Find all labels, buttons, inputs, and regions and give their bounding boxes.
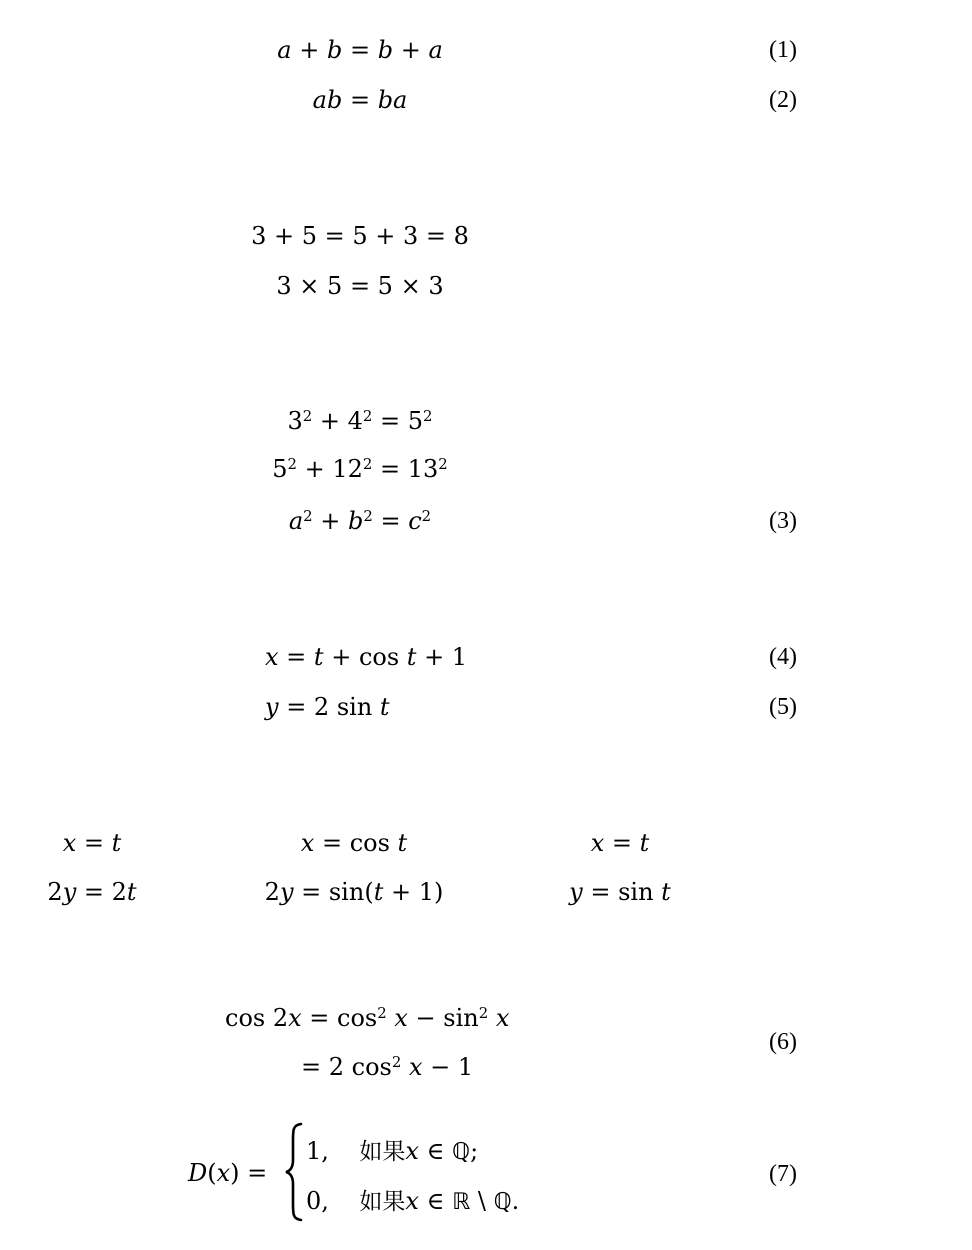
system-2-line-2: 2y = sin(t + 1) [264, 878, 444, 906]
equation-number-6: (6) [769, 1029, 797, 1055]
system-1-line-1: x = t [62, 829, 122, 857]
double-angle-line-1: $\cos 2x = \cos^2 x - \sin^2 x$ [225, 1003, 510, 1032]
system-1-line-2: 2y = 2t [47, 878, 137, 906]
system-3-line-2: y = sin t [569, 878, 671, 906]
equation-4: x = t + cos t + 1 [265, 643, 468, 671]
equation-1: a + b = b + a [277, 36, 443, 64]
left-brace-icon [284, 1122, 304, 1222]
equation-number-4: (4) [769, 644, 797, 670]
dirichlet-case-irrational: 0, 如果x ∈ ℝ \ ℚ. [306, 1187, 520, 1215]
double-angle-line-2: = 2 $\cos^2 x - 1$ [301, 1052, 474, 1081]
equation-5: y = 2 sin t [265, 693, 390, 721]
equation-number-3: (3) [769, 508, 797, 534]
equation-number-1: (1) [769, 37, 797, 63]
pythagorean-5-12-13: $5^2 + 12^2 = 13^2$ [272, 454, 448, 483]
equation-number-5: (5) [769, 694, 797, 720]
dirichlet-case-rational: 1, 如果x ∈ ℚ; [306, 1137, 479, 1165]
equation-2: ab = ba [312, 86, 408, 114]
numeric-equation-product: 3 × 5 = 5 × 3 [276, 272, 444, 300]
system-2-line-1: x = cos t [300, 829, 408, 857]
pythagorean-general: $a^2 + b^2 = c^2$ [288, 506, 432, 535]
system-3-line-1: x = t [590, 829, 650, 857]
pythagorean-3-4-5: $3^2 + 4^2 = 5^2$ [287, 406, 433, 435]
equation-number-2: (2) [769, 87, 797, 113]
equation-number-7: (7) [769, 1161, 797, 1187]
dirichlet-lhs: D(x) = [188, 1159, 268, 1187]
numeric-equation-sum: 3 + 5 = 5 + 3 = 8 [251, 222, 469, 250]
